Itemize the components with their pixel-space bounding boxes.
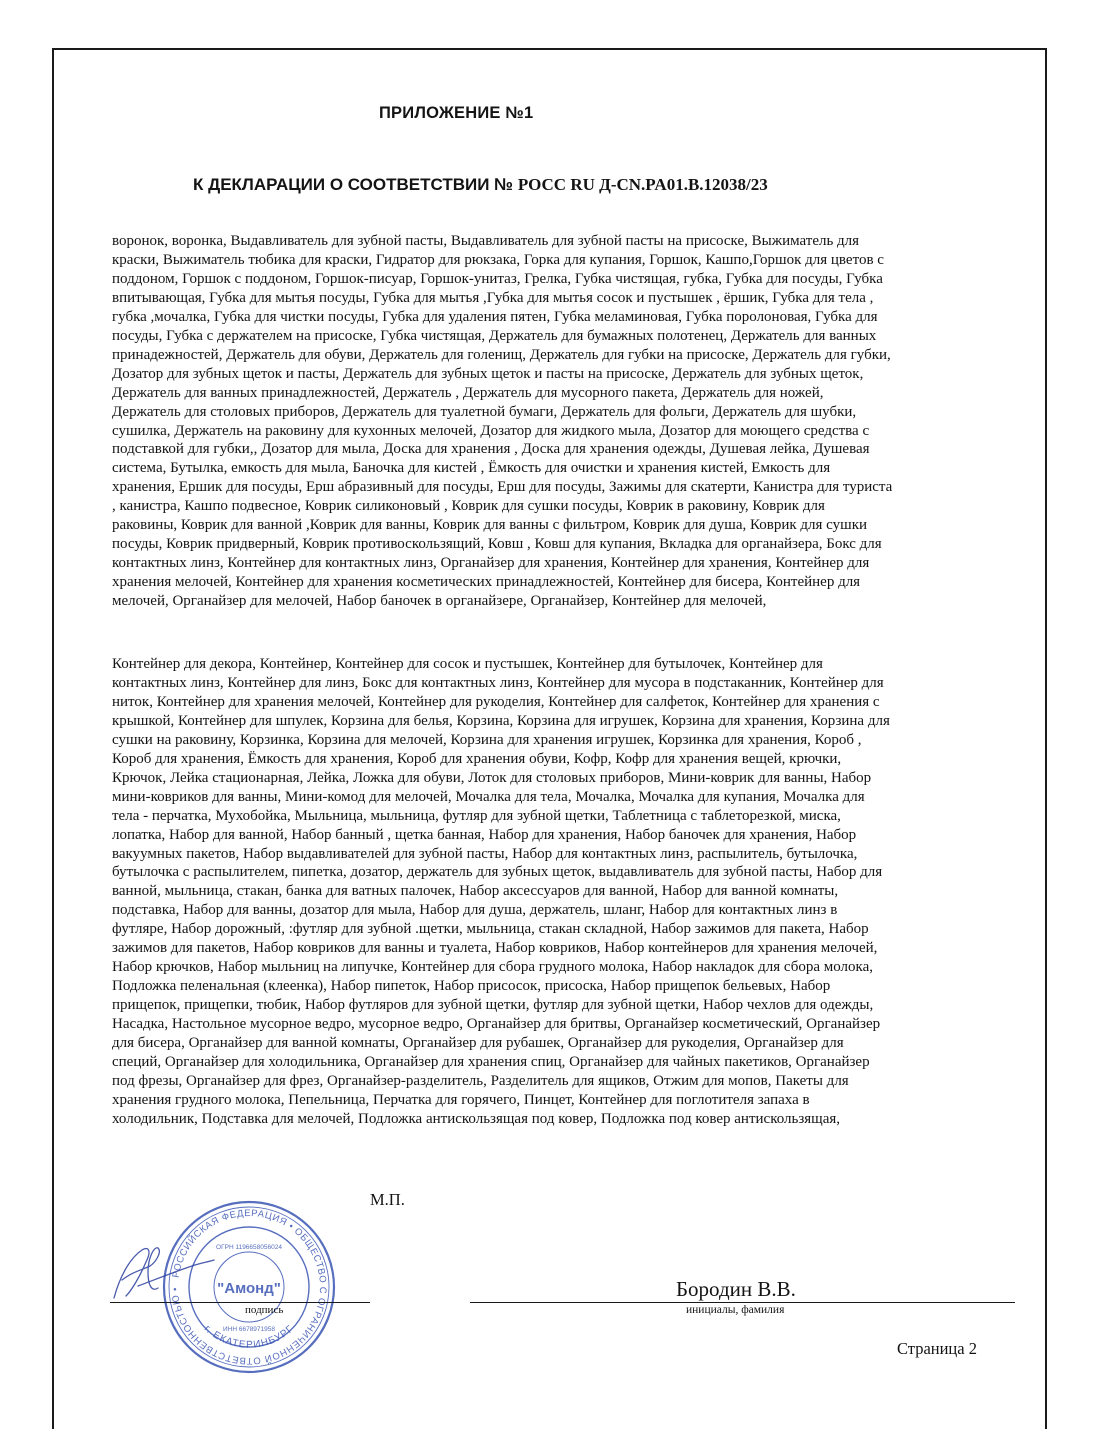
text-line: сушилка, Держатель на раковину для кухонных мелочей, Дозатор для жидкого мыла, Дозатор для моющего средства с — [112, 422, 870, 439]
text-line: Насадка, Настольное мусорное ведро, мусорное ведро, Органайзер для бритвы, Органайзер косметический, Органайзер — [112, 1016, 881, 1033]
signer-name-line — [470, 1302, 1015, 1303]
text-line: ниток, Контейнер для хранения мелочей, Контейнер для рукоделия, Контейнер для салфеток, Контейнер для хранения с — [112, 693, 880, 710]
signer-name: Бородин В.В. — [676, 1277, 796, 1301]
text-line: Набор крючков, Набор мыльниц на липучке, Контейнер для сбора грудного молока, Набор накладок для сбора молока, — [112, 959, 873, 976]
text-line: раковины, Коврик для ванной ,Коврик для ванны, Коврик для ванны с фильтром, Коврик для душа, Коврик для сушки — [112, 517, 868, 534]
text-line: мелочей, Органайзер для мелочей, Набор баночек в органайзере, Органайзер, Контейнер для мелочей, — [112, 593, 767, 610]
text-line: подставкой для губки,, Дозатор для мыла, Доска для хранения , Доска для хранения одежды, Душевая лейка, Душевая — [112, 441, 870, 458]
text-line: воронок, воронка, Выдавливатель для зубной пасты, Выдавливатель для зубной пасты на присоске, Выжиматель для — [112, 233, 860, 249]
text-line: Крючок, Лейка стационарная, Лейка, Ложка для обуви, Лоток для столовых приборов, Мини-коврик для ванны, Набор — [112, 769, 872, 786]
text-line: Контейнер для декора, Контейнер, Контейнер для сосок и пустышек, Контейнер для бутылочек, Контейнер для — [112, 656, 823, 672]
text-line: холодильник, Подставка для мелочей, Подложка антискользящая под ковер, Подложка под ковер антискользящая, — [112, 1110, 841, 1127]
appendix-title: ПРИЛОЖЕНИЕ №1 — [379, 104, 534, 122]
text-line: зажимов для пакетов, Набор ковриков для ванны и туалета, Набор ковриков, Набор контейнеров для хранения мелочей, — [112, 940, 878, 957]
page-border-left — [52, 48, 54, 1429]
product-list-paragraph-1 — [112, 232, 992, 611]
text-line: специй, Органайзер для холодильника, Органайзер для хранения спиц, Органайзер для чайных пакетиков, Органайзер — [112, 1054, 870, 1071]
declaration-title — [193, 175, 768, 195]
text-line: принадежностей, Держатель для обуви, Держатель для голенищ, Держатель для губки на присоске, Держатель для губки, — [112, 346, 891, 363]
text-line: прищепок, прищепки, тюбик, Набор футляров для зубной щетки, футляр для зубной щетки, Набор чехлов для одежды, — [112, 997, 874, 1014]
text-line: контактных линз, Контейнер для контактных линз, Органайзер для хранения, Контейнер для хранения, Контейнер для — [112, 555, 870, 572]
text-line: хранения, Ершик для посуды, Ерш абразивный для посуды, Ерш для посуды, Зажимы для скатерти, Канистра для туриста — [112, 479, 893, 496]
text-line: хранения мелочей, Контейнер для хранения косметических принадлежностей, Контейнер для бисера, Контейнер для — [112, 574, 861, 591]
text-line: сушки на раковину, Корзинка, Корзина для мелочей, Корзина для хранения игрушек, Корзинка для хранения, Короб , — [112, 731, 862, 748]
stamp-outer-text: РОССИЙСКАЯ ФЕДЕРАЦИЯ • ОБЩЕСТВО С ОГРАНИЧЕННОЙ ОТВЕТСТВЕННОСТЬЮ • — [169, 1207, 329, 1367]
declaration-number: РОСС RU Д-CN.PA01.B.12038/23 — [517, 175, 768, 194]
text-line: под фрезы, Органайзер для фрез, Органайзер-разделитель, Разделитель для ящиков, Отжим для мопов, Пакеты для — [112, 1072, 849, 1089]
text-line: посуды, Губка с держателем на присоске, Губка чистящая, Держатель для бумажных полотенец, Держатель для ванных — [112, 327, 877, 344]
stamp-inn: ИНН 6678971958 — [222, 1326, 276, 1333]
signature-caption: подпись — [245, 1304, 284, 1316]
text-line: впитывающая, Губка для мытья посуды, Губка для мытья ,Губка для мытья сосок и пустышек , ёршик, Губка для тела , — [112, 289, 874, 306]
text-line: контактных линз, Контейнер для линз, Бокс для контактных линз, Контейнер для мусора в подстаканник, Контейнер для — [112, 674, 884, 691]
text-line: крышкой, Контейнер для шпулек, Корзина для белья, Корзина, Корзина для игрушек, Корзина для хранения, Корзина для — [112, 712, 890, 729]
text-line: мини-ковриков для ванны, Мини-комод для мелочей, Мочалка для тела, Мочалка, Мочалка для купания, Мочалка для — [112, 788, 865, 805]
page-border-right — [1045, 48, 1047, 1429]
text-line: подставка, Набор для ванны, дозатор для мыла, Набор для душа, держатель, шланг, Набор для контактных линз в — [112, 902, 838, 919]
stamp-city-text: г. ЕКАТЕРИНБУРГ — [201, 1323, 297, 1351]
page-number: Страница 2 — [897, 1339, 977, 1358]
text-line: Дозатор для зубных щеток и пасты, Держатель для зубных щеток и пасты на присоске, Держатель для зубных щеток, — [112, 365, 864, 382]
product-list-paragraph-2 — [112, 655, 992, 1129]
text-line: для бисера, Органайзер для ванной комнаты, Органайзер для рубашек, Органайзер для рукоделия, Органайзер для — [112, 1035, 844, 1052]
text-line: Короб для хранения, Ёмкость для хранения, Короб для хранения обуви, Кофр, Кофр для хранения вещей, крючки, — [112, 750, 842, 767]
text-line: краски, Выжиматель тюбика для краски, Гидратор для рюкзака, Горка для купания, Горшок, Кашпо,Горшок для цветов с — [112, 251, 884, 268]
text-line: Держатель для ванных принадлежностей, Держатель , Держатель для мусорного пакета, Держатель для ножей, — [112, 384, 824, 401]
text-line: вакуумных пакетов, Набор выдавливателей для зубной пасты, Набор для контактных линз, распылитель, бутылочка, — [112, 845, 858, 862]
text-line: Подложка пеленальная (клеенка), Набор пипеток, Набор присосок, присоска, Набор прищепок бельевых, Набор — [112, 978, 831, 995]
seal-place-label: М.П. — [370, 1190, 405, 1209]
text-line: губка ,мочалка, Губка для чистки посуды, Губка для удаления пятен, Губка меламиновая, Губка поролоновая, Губка для — [112, 308, 878, 325]
text-line: Держатель для столовых приборов, Держатель для туалетной бумаги, Держатель для фольги, Держатель для шубки, — [112, 403, 857, 420]
handwritten-signature — [108, 1236, 218, 1306]
text-line: футляре, Набор дорожный, :футляр для зубной .щетки, мыльница, стакан складной, Набор зажимов для пакета, Набор — [112, 921, 869, 938]
stamp-ogrn: ОГРН 1196658056024 — [216, 1244, 282, 1251]
text-line: бутылочка с распылителем, пипетка, дозатор, держатель для зубных щеток, выдавливатель для зубной пасты, Набор для — [112, 864, 883, 881]
page-border-top — [53, 48, 1046, 50]
signer-name-caption: инициалы, фамилия — [686, 1304, 785, 1316]
stamp-company-name: "Амонд" — [217, 1280, 281, 1297]
text-line: система, Бутылка, емкость для мыла, Баночка для кистей , Ёмкость для очистки и хранения кистей, Емкость для — [112, 460, 831, 477]
signature-line — [110, 1302, 370, 1303]
declaration-prefix: К ДЕКЛАРАЦИИ О СООТВЕТСТВИИ № — [193, 175, 518, 194]
text-line: посуды, Коврик придверный, Коврик противоскользящий, Ковш , Ковш для купания, Вкладка для органайзера, Бокс для — [112, 536, 882, 553]
text-line: лопатка, Набор для ванной, Набор банный , щетка банная, Набор для хранения, Набор баночек для хранения, Набор — [112, 826, 857, 843]
text-line: ванной, мыльница, стакан, банка для ватных палочек, Набор аксессуаров для ванной, Набор для ванной комнаты, — [112, 883, 839, 900]
text-line: , канистра, Кашпо подвесное, Коврик силиконовый , Коврик для сушки посуды, Коврик в раковину, Коврик для — [112, 498, 825, 515]
text-line: поддоном, Горшок с поддоном, Горшок-писуар, Горшок-унитаз, Грелка, Губка чистящая, губка, Губка для посуды, Губка — [112, 270, 883, 287]
text-line: тела - перчатка, Мухобойка, Мыльница, мыльница, футляр для зубной щетки, Таблетница с таблеторезкой, миска, — [112, 807, 841, 824]
text-line: хранения грудного молока, Пепельница, Перчатка для горячего, Пинцет, Контейнер для поглотителя запаха в — [112, 1091, 810, 1108]
